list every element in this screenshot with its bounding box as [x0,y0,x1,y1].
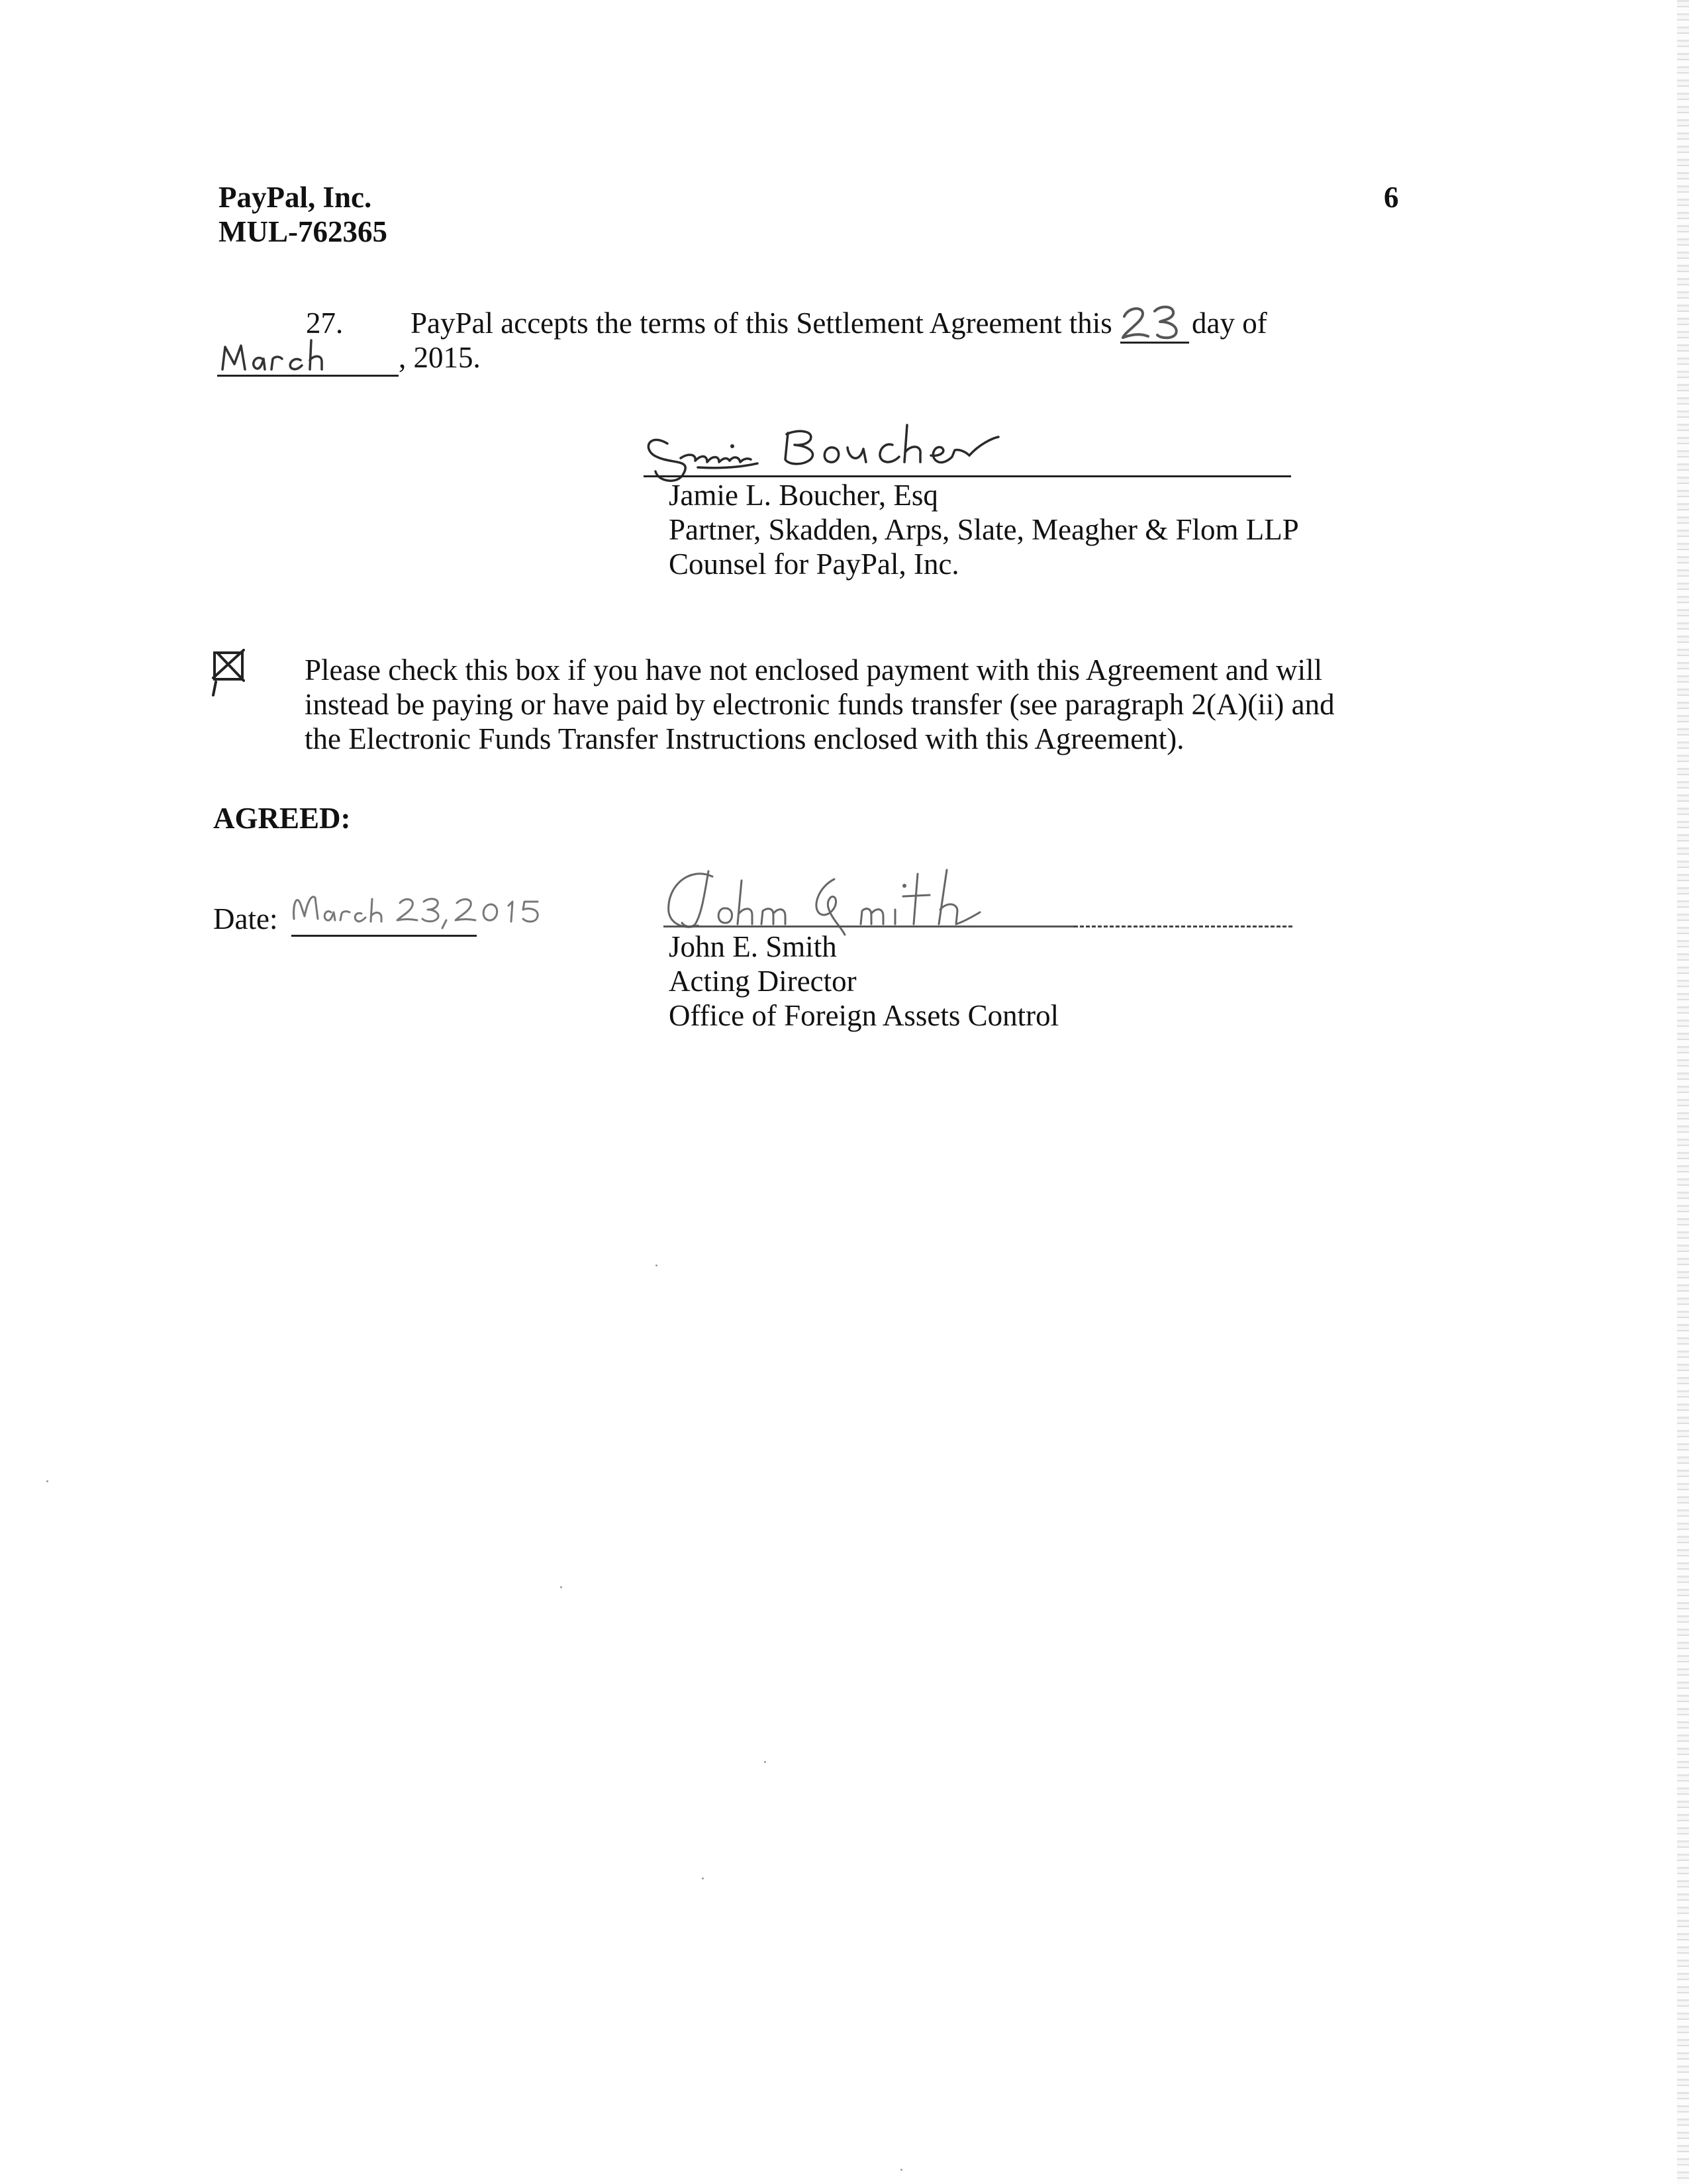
eft-instruction-line-1: Please check this box if you have not enclosed payment with this Agreement and will [305,653,1323,687]
handwritten-day [1119,297,1192,343]
agreed-label: AGREED: [213,802,351,835]
scan-speck [900,2169,902,2171]
scan-speck [560,1586,562,1588]
handwritten-month [218,335,351,377]
paypal-signatory-role: Counsel for PayPal, Inc. [669,547,959,581]
ofac-signatory-office: Office of Foreign Assets Control [669,999,1059,1032]
ofac-signature-line [663,926,1074,927]
scan-edge-artifact [1677,0,1689,2184]
eft-instruction-line-2: instead be paying or have paid by electronic funds transfer (see paragraph 2(A)(ii) and [305,688,1335,721]
paypal-signatory-title: Partner, Skadden, Arps, Slate, Meagher & Flom LLP [669,513,1299,546]
page-number: 6 [1384,181,1399,214]
eft-instruction-line-3: the Electronic Funds Transfer Instructions enclosed with this Agreement). [305,722,1184,755]
scan-speck [46,1480,48,1482]
paragraph-year: , 2015. [399,341,481,374]
ofac-signature-line-dashed [1074,926,1292,927]
handwritten-date [290,884,555,937]
paypal-signature-line [644,475,1291,477]
case-number: MUL-762365 [218,215,387,248]
eft-checkbox[interactable] [208,642,250,698]
paragraph-number: 27. [306,307,344,340]
date-label: Date: [213,902,278,935]
company-name: PayPal, Inc. [218,181,372,214]
scan-speck [655,1264,657,1266]
scan-speck [702,1877,704,1879]
paragraph-text-after-day: day of [1192,307,1267,340]
ofac-signatory-title: Acting Director [669,965,857,998]
paragraph-text-before-day: PayPal accepts the terms of this Settlement Agreement this [410,307,1112,340]
paypal-signatory-name: Jamie L. Boucher, Esq [669,479,938,512]
scan-speck [764,1761,766,1763]
ofac-signatory-name: John E. Smith [669,930,837,963]
